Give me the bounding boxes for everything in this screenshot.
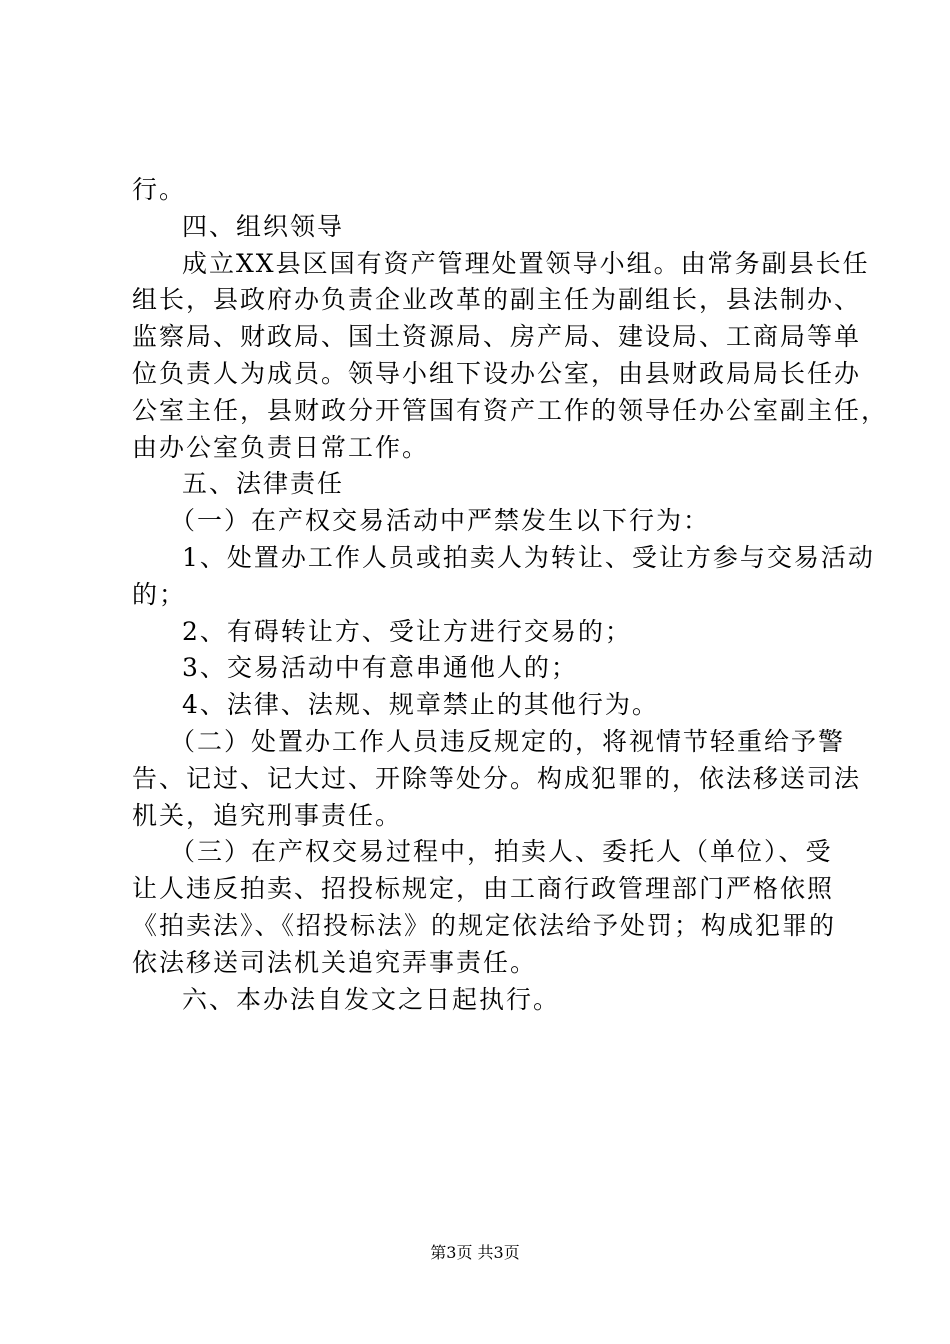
document-body bbox=[132, 172, 889, 1018]
section-heading: 六、本办法自发文之日起执行。 bbox=[182, 984, 561, 1014]
section-heading: 五、法律责任 bbox=[182, 469, 345, 499]
list-item-continuation: 的； bbox=[132, 579, 187, 609]
list-item: 1、处置办工作人员或拍卖人为转让、受让方参与交易活动 bbox=[182, 542, 875, 572]
paragraph-line: 告、记过、记大过、开除等处分。构成犯罪的，依法移送司法 bbox=[132, 763, 862, 793]
paragraph-line: 让人违反拍卖、招投标规定，由工商行政管理部门严格依照 bbox=[132, 874, 835, 904]
list-item: 2、有碍转让方、受让方进行交易的； bbox=[182, 616, 632, 646]
text-line: 行。 bbox=[132, 175, 187, 204]
paragraph-line: 位负责人为成员。领导小组下设办公室，由县财政局局长任办 bbox=[132, 358, 862, 388]
list-item: 3、交易活动中有意串通他人的； bbox=[182, 653, 578, 683]
paragraph-line: 监察局、财政局、国土资源局、房产局、建设局、工商局等单 bbox=[132, 322, 862, 352]
clause-line: （三）在产权交易过程中，拍卖人、委托人（单位）、受 bbox=[170, 837, 833, 867]
paragraph-line: 组长，县政府办负责企业改革的副主任为副组长，县法制办、 bbox=[132, 285, 862, 315]
section-heading: 四、组织领导 bbox=[182, 211, 345, 241]
paragraph-line: 依法移送司法机关追究弄事责任。 bbox=[132, 947, 538, 977]
paragraph-line: 由办公室负责日常工作。 bbox=[132, 432, 430, 462]
clause-line: （一）在产权交易活动中严禁发生以下行为： bbox=[170, 506, 711, 536]
page-number-footer: 第3页 共3页 bbox=[430, 1243, 520, 1262]
paragraph-line: 《拍卖法》、《招投标法》的规定依法给予处罚；构成犯罪的 bbox=[132, 910, 837, 940]
clause-line: （二）处置办工作人员违反规定的，将视情节轻重给予警 bbox=[170, 726, 846, 756]
paragraph-line: 机关，追究刑事责任。 bbox=[132, 800, 403, 830]
paragraph-line: 公室主任，县财政分开管国有资产工作的领导任办公室副主任， bbox=[132, 395, 889, 425]
paragraph-line: 成立XX县区国有资产管理处置领导小组。由常务副县长任 bbox=[182, 248, 870, 278]
list-item: 4、法律、法规、规章禁止的其他行为。 bbox=[182, 690, 659, 720]
